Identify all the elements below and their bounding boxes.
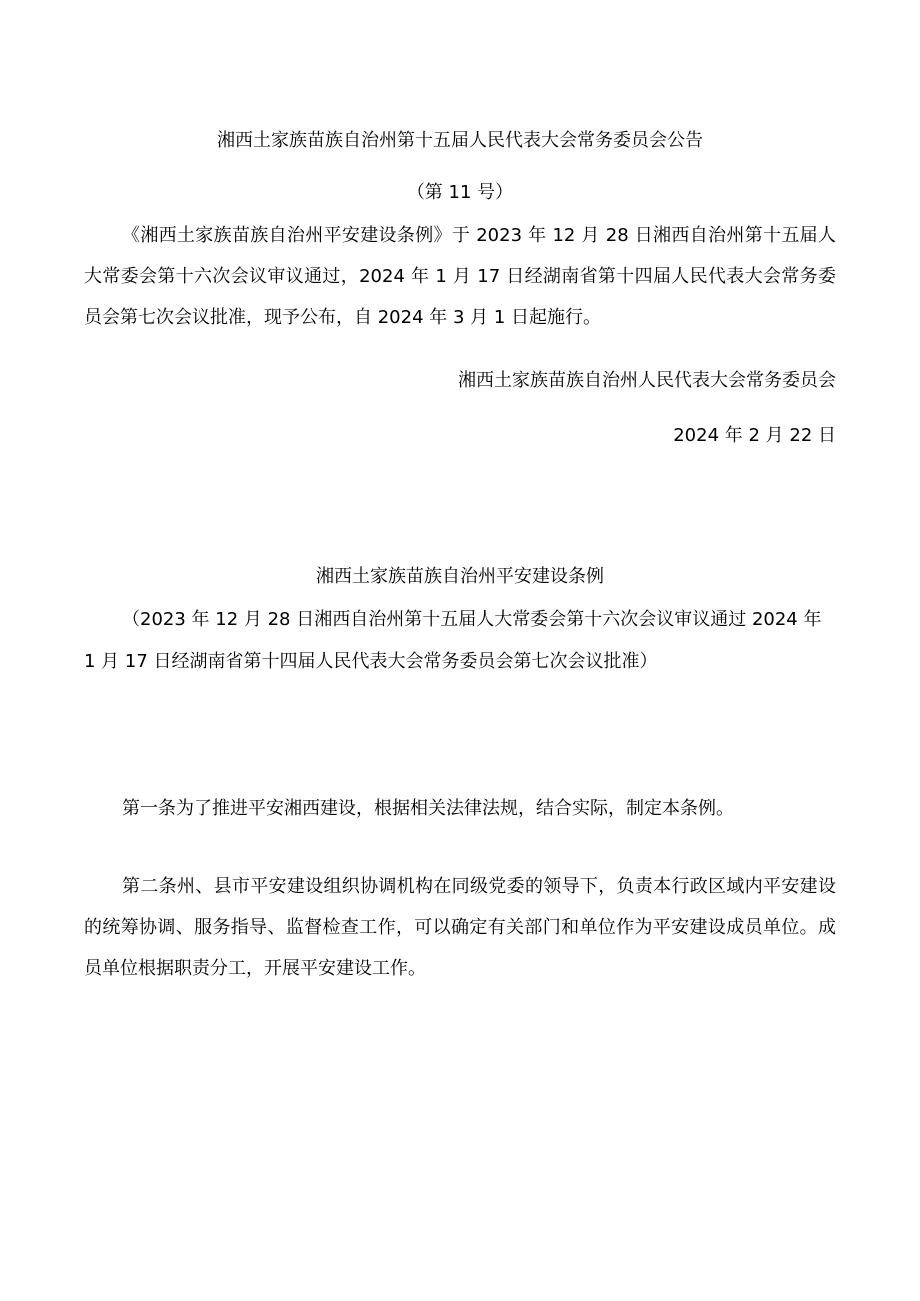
- announcement-issuer: 湘西土家族苗族自治州人民代表大会常务委员会: [458, 370, 836, 391]
- announcement-date: 2024 年 2 月 22 日: [673, 425, 836, 446]
- announcement-title: 湘西土家族苗族自治州第十五届人民代表大会常务委员会公告: [217, 130, 703, 151]
- announcement-body: 《湘西土家族苗族自治州平安建设条例》于 2023 年 12 月 28 日湘西自治州第十五届人大常委会第十六次会议审议通过，2024 年 1 月 17 日经湖南省第十四届人民代表大会常务委员会第七次会议批准，现予公布，自 2024 年 3 月 1 日起施行。: [84, 225, 836, 328]
- regulation-adoption-note: （2023 年 12 月 28 日湘西自治州第十五届人大常委会第十六次会议审议通过 2024 年 1 月 17 日经湖南省第十四届人民代表大会常务委员会第七次会议批准）: [84, 609, 822, 672]
- regulation-title: 湘西土家族苗族自治州平安建设条例: [316, 566, 604, 587]
- article-1: 第一条为了推进平安湘西建设，根据相关法律法规，结合实际，制定本条例。: [122, 798, 734, 819]
- announcement-number: （第 11 号）: [406, 182, 514, 203]
- article-2: 第二条州、县市平安建设组织协调机构在同级党委的领导下，负责本行政区域内平安建设的统筹协调、服务指导、监督检查工作，可以确定有关部门和单位作为平安建设成员单位。成员单位根据职责分工，开展平安建设工作。: [84, 876, 836, 979]
